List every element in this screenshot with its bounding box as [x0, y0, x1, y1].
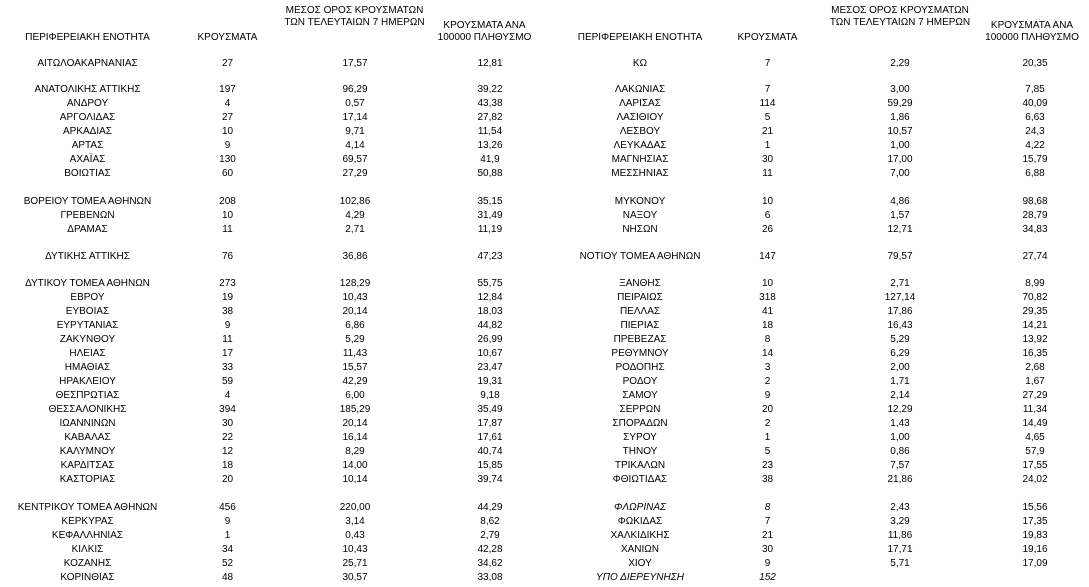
left-row-cases: 27 [221, 58, 234, 69]
right-row-region: ΧΑΛΚΙΔΙΚΗΣ [610, 530, 670, 541]
right-row-cases: 14 [761, 348, 774, 359]
right-row-avg7: 3,00 [890, 84, 910, 95]
left-row-per100k: 50,88 [477, 168, 503, 179]
right-row-per100k: 34,83 [1022, 224, 1048, 235]
left-row-avg7: 102,86 [339, 196, 371, 207]
right-row-region: ΣΕΡΡΩΝ [619, 404, 661, 415]
right-row-region: ΝΑΞΟΥ [622, 210, 658, 221]
left-row-per100k: 13,26 [477, 140, 503, 151]
right-row-region: ΛΑΚΩΝΙΑΣ [614, 84, 666, 95]
left-row-per100k: 39,22 [477, 84, 503, 95]
right-row-avg7: 12,71 [887, 224, 913, 235]
header-per100k: ΚΡΟΥΣΜΑΤΑ ΑΝΑ 100000 ΠΛΗΘΥΣΜΟ [437, 20, 532, 43]
right-row-cases: 2 [764, 418, 771, 429]
left-row-avg7: 2,71 [345, 224, 365, 235]
right-row-per100k: 14,21 [1022, 320, 1048, 331]
right-row-region: ΜΥΚΟΝΟΥ [614, 196, 666, 207]
right-row-avg7: 6,29 [890, 348, 910, 359]
right-row-avg7: 4,86 [890, 196, 910, 207]
right-row-cases: 26 [761, 224, 774, 235]
right-row-cases: 147 [759, 251, 776, 262]
left-row-per100k: 40,74 [477, 446, 503, 457]
right-row-avg7: 17,00 [887, 154, 913, 165]
right-row-avg7: 2,29 [890, 58, 910, 69]
left-row-avg7: 15,57 [342, 362, 368, 373]
right-row-avg7: 1,00 [890, 432, 910, 443]
left-row-per100k: 2,79 [480, 530, 500, 541]
left-row-cases: 4 [224, 390, 231, 401]
right-row-per100k: 14,49 [1022, 418, 1048, 429]
left-row-cases: 9 [224, 140, 231, 151]
left-row-cases: 1 [224, 530, 231, 541]
right-row-avg7: 0,86 [890, 446, 910, 457]
right-row-per100k: 7,85 [1025, 84, 1045, 95]
right-row-region: ΡΟΔΟΥ [622, 376, 658, 387]
left-row-region: ΓΡΕΒΕΝΩΝ [60, 210, 115, 221]
right-table [545, 0, 1089, 587]
right-row-avg7: 2,00 [890, 362, 910, 373]
right-row-per100k: 15,79 [1022, 154, 1048, 165]
right-row-cases: 21 [761, 530, 774, 541]
left-row-per100k: 47,23 [477, 251, 503, 262]
right-row-per100k [985, 572, 1085, 584]
right-row-cases: 7 [764, 58, 771, 69]
right-row-avg7: 2,43 [890, 502, 910, 513]
right-row-cases: 10 [761, 278, 774, 289]
right-row-per100k: 40,09 [1022, 98, 1048, 109]
left-row-region: ΑΡΚΑΔΙΑΣ [63, 126, 112, 137]
left-row-avg7: 14,00 [342, 460, 368, 471]
right-row-cases: 6 [764, 210, 771, 221]
left-row-cases: 130 [219, 154, 236, 165]
left-row-per100k: 27,82 [477, 112, 503, 123]
right-row-avg7: 2,14 [890, 390, 910, 401]
right-row-per100k: 19,16 [1022, 544, 1048, 555]
left-row-per100k: 11,19 [477, 224, 503, 235]
right-row-region: ΝΟΤΙΟΥ ΤΟΜΕΑ ΑΘΗΝΩΝ [579, 251, 701, 262]
left-row-region: ΚΑΣΤΟΡΙΑΣ [59, 474, 116, 485]
left-row-region: ΑΧΑΪΑΣ [69, 154, 106, 165]
right-row-avg7: 2,71 [890, 278, 910, 289]
header-avg7: ΜΕΣΟΣ ΟΡΟΣ ΚΡΟΥΣΜΑΤΩΝ ΤΩΝ ΤΕΛΕΥΤΑΙΩΝ 7 ΗΜΕΡΩΝ [284, 5, 425, 28]
right-row-per100k: 17,09 [1022, 558, 1048, 569]
right-row-avg7: 3,29 [890, 516, 910, 527]
right-row-cases: 5 [764, 446, 771, 457]
left-row-region: ΚΕΦΑΛΛΗΝΙΑΣ [51, 530, 124, 541]
left-row-region: ΘΕΣΣΑΛΟΝΙΚΗΣ [48, 404, 127, 415]
left-row-region: ΚΟΡΙΝΘΙΑΣ [60, 572, 115, 583]
left-row-avg7: 128,29 [339, 278, 371, 289]
left-row-avg7: 16,14 [342, 432, 368, 443]
left-row-region: ΑΝΑΤΟΛΙΚΗΣ ΑΤΤΙΚΗΣ [34, 84, 141, 95]
right-row-avg7: 1,00 [890, 140, 910, 151]
left-row-region: ΕΒΡΟΥ [70, 292, 105, 303]
left-row-cases: 273 [219, 278, 236, 289]
left-row-per100k: 23,47 [477, 362, 503, 373]
right-row-cases: 114 [759, 98, 776, 109]
right-row-cases: 9 [764, 390, 771, 401]
right-row-region: ΚΩ [632, 58, 648, 69]
left-row-per100k: 39,74 [477, 474, 503, 485]
right-row-region: ΠΙΕΡΙΑΣ [620, 320, 660, 331]
right-row-region: ΤΡΙΚΑΛΩΝ [614, 460, 666, 471]
left-row-cases: 394 [219, 404, 236, 415]
left-row-cases: 22 [221, 432, 234, 443]
right-row-avg7: 7,00 [890, 168, 910, 179]
right-row-avg7: 11,86 [887, 530, 913, 541]
right-row-per100k: 4,65 [1025, 432, 1045, 443]
right-row-cases: 1 [764, 140, 771, 151]
left-row-region: ΔΡΑΜΑΣ [67, 224, 108, 235]
right-row-avg7: 1,43 [890, 418, 910, 429]
right-row-cases: 30 [761, 154, 774, 165]
right-row-region: ΦΛΩΡΙΝΑΣ [614, 502, 666, 513]
right-row-avg7: 127,14 [884, 292, 916, 303]
left-row-avg7: 0,43 [345, 530, 365, 541]
left-row-region: ΔΥΤΙΚΟΥ ΤΟΜΕΑ ΑΘΗΝΩΝ [25, 278, 150, 289]
left-row-cases: 19 [221, 292, 234, 303]
left-row-avg7: 25,71 [342, 558, 368, 569]
right-row-region: ΠΕΙΡΑΙΩΣ [617, 292, 663, 303]
right-row-per100k: 6,63 [1025, 112, 1045, 123]
left-row-avg7: 69,57 [342, 154, 368, 165]
right-row-per100k: 57,9 [1025, 446, 1045, 457]
right-row-avg7: 17,71 [887, 544, 913, 555]
right-row-per100k: 4,22 [1025, 140, 1045, 151]
right-row-avg7: 1,86 [890, 112, 910, 123]
left-row-cases: 208 [219, 196, 236, 207]
left-row-region: ΕΥΒΟΙΑΣ [65, 306, 110, 317]
right-row-region: ΦΩΚΙΔΑΣ [617, 516, 663, 527]
right-row-per100k: 28,79 [1022, 210, 1048, 221]
right-row-per100k: 19,83 [1022, 530, 1048, 541]
right-row-cases: 23 [761, 460, 774, 471]
right-row-avg7: 79,57 [887, 251, 913, 262]
left-row-per100k: 11,54 [477, 126, 503, 137]
left-row-region: ΒΟΙΩΤΙΑΣ [64, 168, 111, 179]
left-row-per100k: 35,49 [477, 404, 503, 415]
right-row-region: ΝΗΣΩΝ [622, 224, 658, 235]
right-row-per100k: 27,29 [1022, 390, 1048, 401]
left-row-region: ΚΑΒΑΛΑΣ [64, 432, 111, 443]
header-cases: ΚΡΟΥΣΜΑΤΑ [197, 32, 258, 43]
right-row-per100k: 1,67 [1025, 376, 1045, 387]
right-row-cases: 7 [764, 84, 771, 95]
left-row-region: ΖΑΚΥΝΘΟΥ [59, 334, 116, 345]
right-row-avg7: 1,57 [890, 210, 910, 221]
left-row-avg7: 10,43 [342, 292, 368, 303]
right-row-region: ΡΕΘΥΜΝΟΥ [611, 348, 669, 359]
left-row-cases: 20 [221, 474, 234, 485]
right-row-cases: 318 [759, 292, 776, 303]
right-row-avg7 [850, 572, 950, 584]
left-row-avg7: 185,29 [339, 404, 371, 415]
left-row-per100k: 41,9 [480, 154, 500, 165]
left-row-cases: 11 [222, 334, 233, 345]
left-row-region: ΒΟΡΕΙΟΥ ΤΟΜΕΑ ΑΘΗΝΩΝ [23, 196, 152, 207]
left-row-cases: 9 [224, 516, 231, 527]
left-row-cases: 27 [221, 112, 234, 123]
left-row-cases: 48 [221, 572, 234, 583]
left-row-cases: 34 [221, 544, 234, 555]
left-row-avg7: 11,43 [342, 348, 368, 359]
right-row-cases: 8 [764, 502, 771, 513]
left-row-avg7: 20,14 [342, 306, 368, 317]
left-row-cases: 10 [221, 210, 234, 221]
right-row-avg7: 10,57 [887, 126, 913, 137]
left-row-cases: 52 [221, 558, 234, 569]
left-row-per100k: 8,62 [480, 516, 500, 527]
left-row-avg7: 36,86 [342, 251, 368, 262]
left-row-region: ΗΡΑΚΛΕΙΟΥ [59, 376, 116, 387]
left-row-per100k: 44,29 [477, 502, 503, 513]
left-row-avg7: 3,14 [345, 516, 365, 527]
left-row-avg7: 4,29 [345, 210, 365, 221]
left-row-avg7: 5,29 [345, 334, 365, 345]
left-row-avg7: 9,71 [345, 126, 365, 137]
right-row-region: ΣΠΟΡΑΔΩΝ [612, 418, 668, 429]
left-row-cases: 17 [221, 348, 234, 359]
right-row-region: ΛΕΥΚΑΔΑΣ [613, 140, 667, 151]
right-row-region: ΣΑΜΟΥ [622, 390, 658, 401]
left-row-region: ΚΑΡΔΙΤΣΑΣ [60, 460, 115, 471]
right-row-cases: 7 [764, 516, 771, 527]
left-row-region: ΕΥΡΥΤΑΝΙΑΣ [56, 320, 119, 331]
left-row-avg7: 30,57 [342, 572, 368, 583]
right-row-region: ΥΠΟ ΔΙΕΡΕΥΝΗΣΗ [596, 572, 684, 583]
right-row-cases: 41 [761, 306, 774, 317]
left-row-per100k: 15,85 [477, 460, 503, 471]
left-row-per100k: 26,99 [477, 334, 503, 345]
left-row-cases: 4 [224, 98, 231, 109]
right-row-cases: 38 [761, 474, 774, 485]
right-row-per100k: 17,35 [1022, 516, 1048, 527]
header-cases: ΚΡΟΥΣΜΑΤΑ [737, 32, 798, 43]
right-row-per100k: 98,68 [1022, 196, 1048, 207]
left-row-avg7: 96,29 [342, 84, 368, 95]
header-avg7: ΜΕΣΟΣ ΟΡΟΣ ΚΡΟΥΣΜΑΤΩΝ ΤΩΝ ΤΕΛΕΥΤΑΙΩΝ 7 ΗΜΕΡΩΝ [829, 5, 971, 28]
right-row-avg7: 17,86 [887, 306, 913, 317]
right-row-cases: 11 [762, 168, 773, 179]
right-row-avg7: 12,29 [887, 404, 913, 415]
right-row-cases: 8 [764, 334, 771, 345]
right-row-avg7: 1,71 [890, 376, 910, 387]
right-row-per100k: 15,56 [1022, 502, 1048, 513]
left-row-avg7: 10,43 [342, 544, 368, 555]
header-region: ΠΕΡΙΦΕΡΕΙΑΚΗ ΕΝΟΤΗΤΑ [25, 32, 150, 43]
right-row-per100k: 16,35 [1022, 348, 1048, 359]
right-row-per100k: 24,3 [1025, 126, 1045, 137]
right-row-cases: 21 [761, 126, 774, 137]
right-row-region: ΛΕΣΒΟΥ [619, 126, 661, 137]
right-row-region: ΡΟΔΟΠΗΣ [615, 362, 665, 373]
right-row-avg7: 59,29 [887, 98, 913, 109]
right-row-per100k: 13,92 [1022, 334, 1048, 345]
left-row-per100k: 33,08 [477, 572, 503, 583]
right-row-cases: 2 [764, 376, 771, 387]
left-row-avg7: 6,86 [345, 320, 365, 331]
right-row-cases: 9 [764, 558, 771, 569]
right-row-avg7: 5,71 [890, 558, 910, 569]
right-row-per100k: 29,35 [1022, 306, 1048, 317]
left-row-per100k: 9,18 [480, 390, 500, 401]
right-row-per100k: 2,68 [1025, 362, 1045, 373]
left-row-avg7: 42,29 [342, 376, 368, 387]
right-row-region: ΠΕΛΛΑΣ [619, 306, 661, 317]
right-row-per100k: 6,88 [1025, 168, 1045, 179]
left-row-region: ΙΩΑΝΝΙΝΩΝ [59, 418, 116, 429]
left-row-per100k: 10,67 [477, 348, 503, 359]
right-row-region: ΜΑΓΝΗΣΙΑΣ [611, 154, 669, 165]
left-row-cases: 60 [221, 168, 234, 179]
right-row-cases: 18 [761, 320, 774, 331]
right-row-region: ΜΕΣΣΗΝΙΑΣ [611, 168, 669, 179]
left-row-region: ΚΕΝΤΡΙΚΟΥ ΤΟΜΕΑ ΑΘΗΝΩΝ [17, 502, 158, 513]
left-row-cases: 38 [221, 306, 234, 317]
left-row-per100k: 34,62 [477, 558, 503, 569]
left-table [0, 0, 544, 587]
left-row-per100k: 12,81 [477, 58, 503, 69]
right-row-cases: 20 [761, 404, 774, 415]
left-row-avg7: 8,29 [345, 446, 365, 457]
right-row-cases: 1 [764, 432, 771, 443]
left-row-avg7: 0,57 [345, 98, 365, 109]
left-row-region: ΚΙΛΚΙΣ [71, 544, 104, 555]
left-row-per100k: 55,75 [477, 278, 503, 289]
left-row-per100k: 19,31 [477, 376, 503, 387]
right-row-region: ΧΙΟΥ [628, 558, 652, 569]
right-row-per100k: 70,82 [1022, 292, 1048, 303]
right-row-per100k: 20,35 [1022, 58, 1048, 69]
left-row-cases: 11 [222, 224, 233, 235]
left-row-cases: 456 [219, 502, 236, 513]
left-row-cases: 33 [221, 362, 234, 373]
left-row-region: ΚΑΛΥΜΝΟΥ [59, 446, 116, 457]
left-row-avg7: 6,00 [345, 390, 365, 401]
left-row-cases: 197 [219, 84, 236, 95]
right-row-avg7: 5,29 [890, 334, 910, 345]
left-row-cases: 76 [221, 251, 234, 262]
left-row-per100k: 42,28 [477, 544, 503, 555]
left-row-cases: 18 [221, 460, 234, 471]
left-row-region: ΚΟΖΑΝΗΣ [63, 558, 112, 569]
right-row-cases: 10 [761, 196, 774, 207]
right-row-avg7: 7,57 [890, 460, 910, 471]
left-row-per100k: 17,87 [477, 418, 503, 429]
right-row-per100k: 17,55 [1022, 460, 1048, 471]
right-row-per100k: 27,74 [1022, 251, 1048, 262]
left-row-cases: 59 [221, 376, 234, 387]
left-row-region: ΑΙΤΩΛΟΑΚΑΡΝΑΝΙΑΣ [37, 58, 138, 69]
left-row-per100k: 35,15 [477, 196, 503, 207]
right-row-cases: 152 [759, 572, 776, 583]
right-row-per100k: 11,34 [1022, 404, 1048, 415]
right-row-cases: 30 [761, 544, 774, 555]
right-row-region: ΤΗΝΟΥ [622, 446, 658, 457]
left-row-region: ΑΝΔΡΟΥ [66, 98, 109, 109]
left-row-region: ΚΕΡΚΥΡΑΣ [61, 516, 114, 527]
left-row-per100k: 44,82 [477, 320, 503, 331]
right-row-region: ΞΑΝΘΗΣ [619, 278, 661, 289]
right-row-region: ΣΥΡΟΥ [623, 432, 657, 443]
header-per100k: ΚΡΟΥΣΜΑΤΑ ΑΝΑ 100000 ΠΛΗΘΥΣΜΟ [985, 20, 1079, 43]
left-row-per100k: 17,61 [477, 432, 503, 443]
header-region: ΠΕΡΙΦΕΡΕΙΑΚΗ ΕΝΟΤΗΤΑ [577, 32, 703, 43]
right-row-cases: 3 [764, 362, 771, 373]
left-row-avg7: 27,29 [342, 168, 368, 179]
left-row-cases: 12 [221, 446, 234, 457]
left-row-region: ΗΜΑΘΙΑΣ [64, 362, 111, 373]
right-row-cases: 5 [764, 112, 771, 123]
right-row-avg7: 16,43 [887, 320, 913, 331]
left-row-cases: 30 [221, 418, 234, 429]
left-row-cases: 10 [221, 126, 234, 137]
left-row-per100k: 12,84 [477, 292, 503, 303]
left-row-region: ΔΥΤΙΚΗΣ ΑΤΤΙΚΗΣ [45, 251, 130, 262]
right-row-region: ΛΑΡΙΣΑΣ [619, 98, 661, 109]
left-row-avg7: 10,14 [342, 474, 368, 485]
left-row-region: ΑΡΤΑΣ [71, 140, 104, 151]
left-row-per100k: 43,38 [477, 98, 503, 109]
left-row-avg7: 17,14 [342, 112, 368, 123]
right-row-region: ΧΑΝΙΩΝ [620, 544, 660, 555]
left-row-avg7: 4,14 [345, 140, 365, 151]
left-row-region: ΘΕΣΠΡΩΤΙΑΣ [55, 390, 120, 401]
right-row-avg7: 21,86 [887, 474, 913, 485]
left-row-per100k: 18,03 [477, 306, 503, 317]
right-row-region: ΠΡΕΒΕΖΑΣ [613, 334, 667, 345]
left-row-cases: 9 [224, 320, 231, 331]
left-row-avg7: 20,14 [342, 418, 368, 429]
right-row-region: ΦΘΙΩΤΙΔΑΣ [612, 474, 668, 485]
right-row-region: ΛΑΣΙΘΙΟΥ [616, 112, 664, 123]
left-row-region: ΗΛΕΙΑΣ [69, 348, 106, 359]
left-row-per100k: 31,49 [477, 210, 503, 221]
left-row-avg7: 17,57 [342, 58, 368, 69]
left-row-avg7: 220,00 [339, 502, 371, 513]
left-row-region: ΑΡΓΟΛΙΔΑΣ [59, 112, 116, 123]
right-row-per100k: 8,99 [1025, 278, 1045, 289]
right-row-per100k: 24,02 [1022, 474, 1048, 485]
